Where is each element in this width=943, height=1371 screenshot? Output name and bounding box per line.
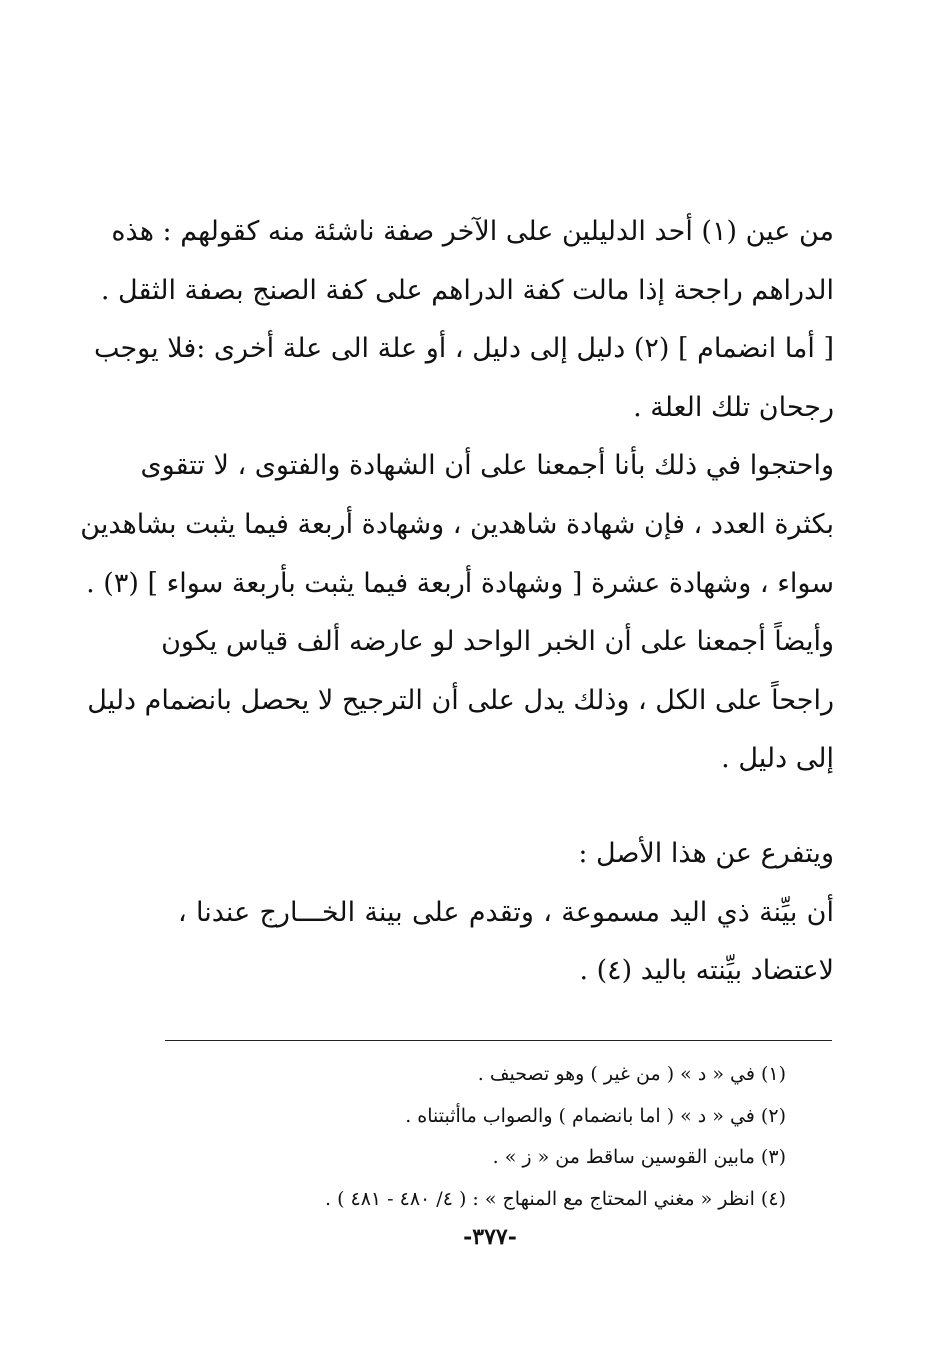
text-line-7: سواء ، وشهادة عشرة [ وشهادة أربعة فيما يثبت بأربعة سواء ] (٣) .	[86, 567, 834, 599]
text-line-4: رجحان تلك العلة .	[633, 391, 834, 423]
text-line-2: الدراهم راجحة إذا مالت كفة الدراهم على كفة الصنج بصفة الثقل .	[100, 274, 834, 306]
text-line-3: [ أما انضمام ] (٢) دليل إلى دليل ، أو علة الى علة أخرى :فلا يوجب	[93, 333, 834, 365]
footnote-2: (٢) في « د » ( اما بانضمام ) والصواب ماأثبتناه .	[405, 1104, 786, 1127]
section-heading: ويتفرع عن هذا الأصل :	[578, 837, 834, 869]
text-line-9: راجحاً على الكل ، وذلك يدل على أن الترجيح لا يحصل بانضمام دليل	[87, 684, 834, 716]
text-line-6: بكثرة العدد ، فإن شهادة شاهدين ، وشهادة أربعة فيما يثبت بشاهدين	[80, 508, 834, 540]
text-line-13: لاعتضاد بيِّنته باليد (٤) .	[579, 955, 834, 987]
footnotes	[178, 1054, 786, 1220]
text-line-5: واحتجوا في ذلك بأنا أجمعنا على أن الشهادة والفتوى ، لا تتقوى	[140, 450, 834, 482]
footnote-3: (٣) مابين القوسين ساقط من « ز » .	[492, 1146, 786, 1168]
page-number: -٣٧٧-	[463, 1224, 517, 1250]
text-line-10: إلى دليل .	[721, 743, 834, 775]
main-text	[80, 203, 834, 1001]
text-line-8: وأيضاً أجمعنا على أن الخبر الواحد لو عارضه ألف قياس يكون	[161, 626, 834, 658]
text-line-12: أن بيِّنة ذي اليد مسموعة ، وتقدم على بينة الخـــارج عندنا ،	[178, 896, 834, 928]
footnote-1: (١) في « د » ( من غير ) وهو تصحيف .	[477, 1063, 786, 1085]
paragraph-gap	[178, 789, 834, 825]
footnote-4: (٤) انظر « مغني المحتاج مع المنهاج » : ( ٤/ ٤٨٠ - ٤٨١ ) .	[324, 1187, 786, 1210]
footnote-divider	[165, 1040, 832, 1041]
text-line-1: من عين (١) أحد الدليلين على الآخر صفة ناشئة منه كقولهم : هذه	[111, 216, 834, 247]
